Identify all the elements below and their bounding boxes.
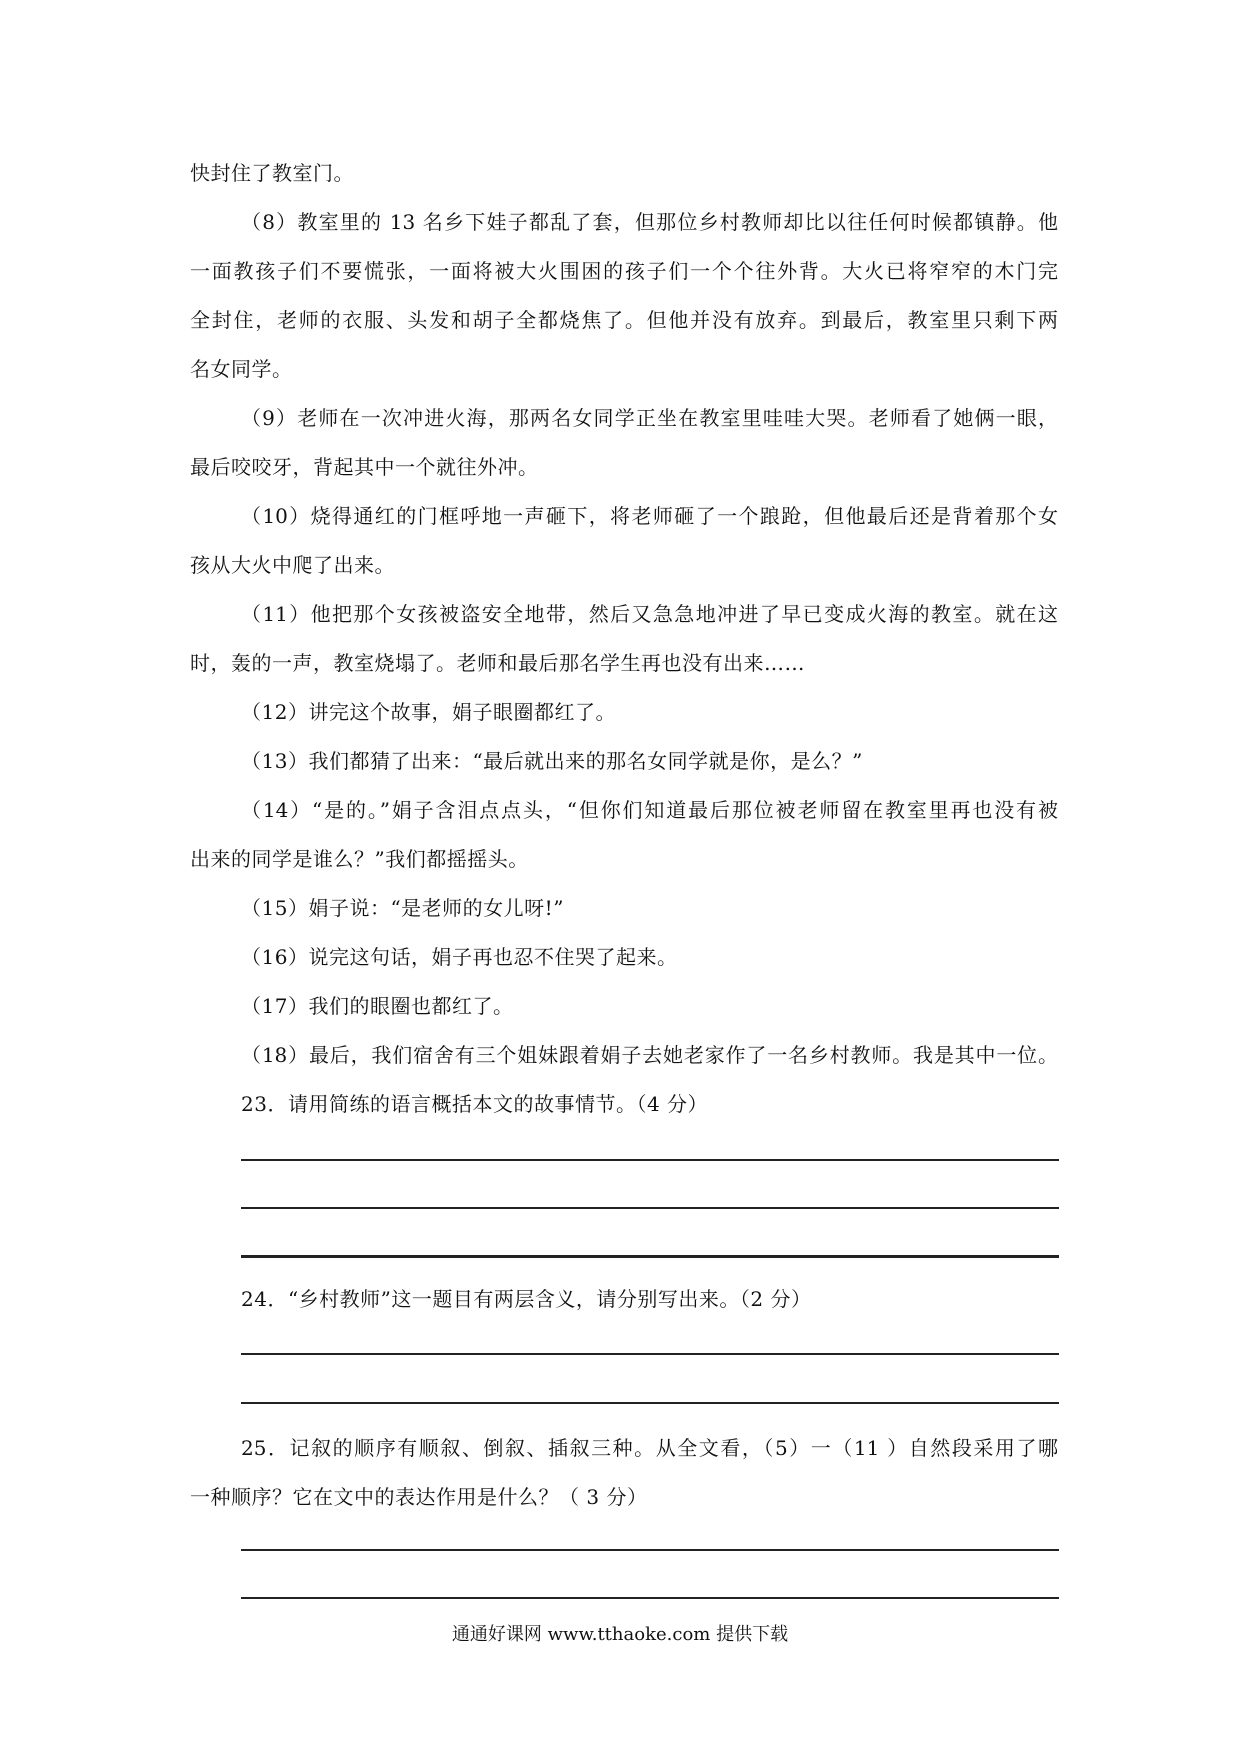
question-25-line1: 25．记叙的顺序有顺叙、倒叙、插叙三种。从全文看，（5）一（11 ）自然段采用了哪 xyxy=(241,1436,1058,1460)
passage-line: （8）教室里的 13 名乡下娃子都乱了套，但那位乡村教师却比以往任何时候都镇静。他 xyxy=(241,210,1058,234)
passage-line: 时，轰的一声，教室烧塌了。老师和最后那名学生再也没有出来…… xyxy=(190,651,805,675)
answer-line xyxy=(241,1597,1059,1599)
passage-line: 一面教孩子们不要慌张，一面将被大火围困的孩子们一个个往外背。大火已将窄窄的木门完 xyxy=(190,259,1058,283)
passage-line: 最后咬咬牙，背起其中一个就往外冲。 xyxy=(190,455,539,479)
passage-line: 孩从大火中爬了出来。 xyxy=(190,553,395,577)
footer-text: 通通好课网 www.tthaoke.com 提供下载 xyxy=(451,1624,789,1645)
passage-line: （18）最后，我们宿舍有三个姐妹跟着娟子去她老家作了一名乡村教师。我是其中一位。 xyxy=(241,1043,1058,1067)
passage-line: （12）讲完这个故事，娟子眼圈都红了。 xyxy=(241,700,616,724)
answer-line xyxy=(241,1207,1059,1209)
passage-line: （15）娟子说：“是老师的女儿呀!” xyxy=(241,896,564,920)
passage-line: （10）烧得通红的门框呼地一声砸下，将老师砸了一个踉跄，但他最后还是背着那个女 xyxy=(241,504,1058,528)
answer-line xyxy=(241,1159,1059,1161)
passage-line: 出来的同学是谁么？”我们都摇摇头。 xyxy=(190,847,529,871)
passage-line: （14）“是的。”娟子含泪点点头，“但你们知道最后那位被老师留在教室里再也没有被 xyxy=(241,798,1058,822)
passage-line: （17）我们的眼圈也都红了。 xyxy=(241,994,514,1018)
answer-line xyxy=(241,1353,1059,1355)
passage-line: （11）他把那个女孩被盗安全地带，然后又急急地冲进了早已变成火海的教室。就在这 xyxy=(241,602,1058,626)
passage-line: （16）说完这句话，娟子再也忍不住哭了起来。 xyxy=(241,945,678,969)
question-24: 24．“乡村教师”这一题目有两层含义，请分别写出来。（2 分） xyxy=(241,1287,812,1311)
passage-line: （13）我们都猜了出来：“最后就出来的那名女同学就是你，是么？” xyxy=(241,749,863,773)
answer-line xyxy=(241,1402,1059,1404)
passage-line: 全封住，老师的衣服、头发和胡子全都烧焦了。但他并没有放弃。到最后，教室里只剩下两 xyxy=(190,308,1058,332)
passage-line: 快封住了教室门。 xyxy=(190,161,354,185)
question-25-line2: 一种顺序？它在文中的表达作用是什么？（ 3 分） xyxy=(190,1485,648,1509)
answer-line xyxy=(241,1549,1059,1551)
question-23: 23．请用简练的语言概括本文的故事情节。（4 分） xyxy=(241,1092,709,1116)
passage-line: 名女同学。 xyxy=(190,357,293,381)
passage-line: （9）老师在一次冲进火海，那两名女同学正坐在教室里哇哇大哭。老师看了她俩一眼， xyxy=(241,406,1058,430)
answer-line xyxy=(241,1255,1059,1258)
